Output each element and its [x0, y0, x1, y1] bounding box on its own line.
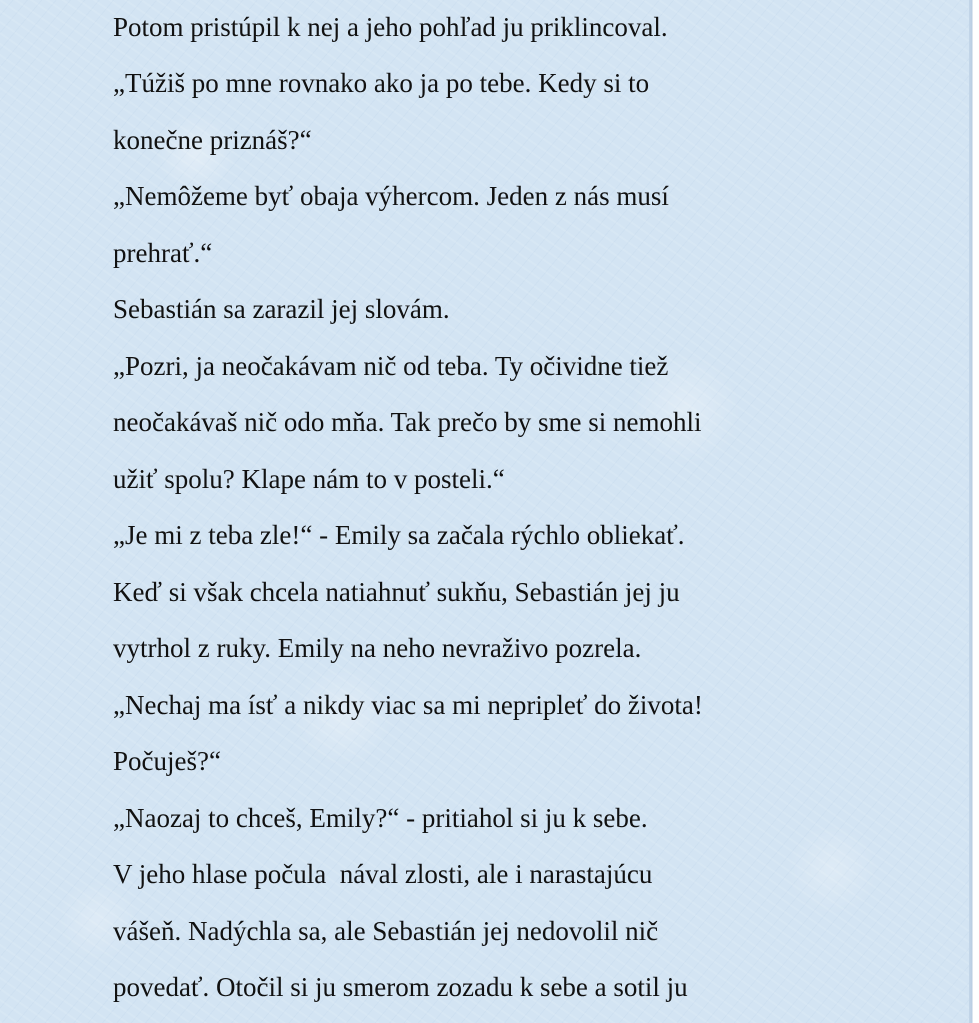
text-line: „Je mi z teba zle!“ - Emily sa začala rýchlo obliekať.: [113, 520, 685, 550]
document-text: [113, 0, 953, 1002]
text-line: povedať. Otočil si ju smerom zozadu k sebe a sotil ju: [113, 972, 688, 1002]
text-line: Potom pristúpil k nej a jeho pohľad ju priklincoval.: [113, 12, 668, 42]
text-line: „Nechaj ma ísť a nikdy viac sa mi nepripleť do života!: [113, 690, 703, 720]
text-line: užiť spolu? Klape nám to v posteli.“: [113, 464, 505, 494]
text-line: prehrať.“: [113, 238, 213, 268]
page-edge: [969, 0, 979, 1023]
text-line: vytrhol z ruky. Emily na neho nevraživo pozrela.: [113, 633, 642, 663]
text-line: „Pozri, ja neočakávam nič od teba. Ty očividne tiež: [113, 351, 669, 381]
text-line: Keď si však chcela natiahnuť sukňu, Sebastián jej ju: [113, 577, 680, 607]
text-line: Sebastián sa zarazil jej slovám.: [113, 294, 450, 324]
text-line: „Túžiš po mne rovnako ako ja po tebe. Kedy si to: [113, 68, 650, 98]
text-line: „Nemôžeme byť obaja výhercom. Jeden z nás musí: [113, 181, 669, 211]
text-line: Počuješ?“: [113, 746, 221, 776]
text-line: konečne priznáš?“: [113, 125, 312, 155]
text-line: „Naozaj to chceš, Emily?“ - pritiahol si ju k sebe.: [113, 803, 648, 833]
text-line: vášeň. Nadýchla sa, ale Sebastián jej nedovolil nič: [113, 916, 659, 946]
text-line: V jeho hlase počula nával zlosti, ale i narastajúcu: [113, 859, 653, 889]
text-line: neočakávaš nič odo mňa. Tak prečo by sme si nemohli: [113, 407, 702, 437]
